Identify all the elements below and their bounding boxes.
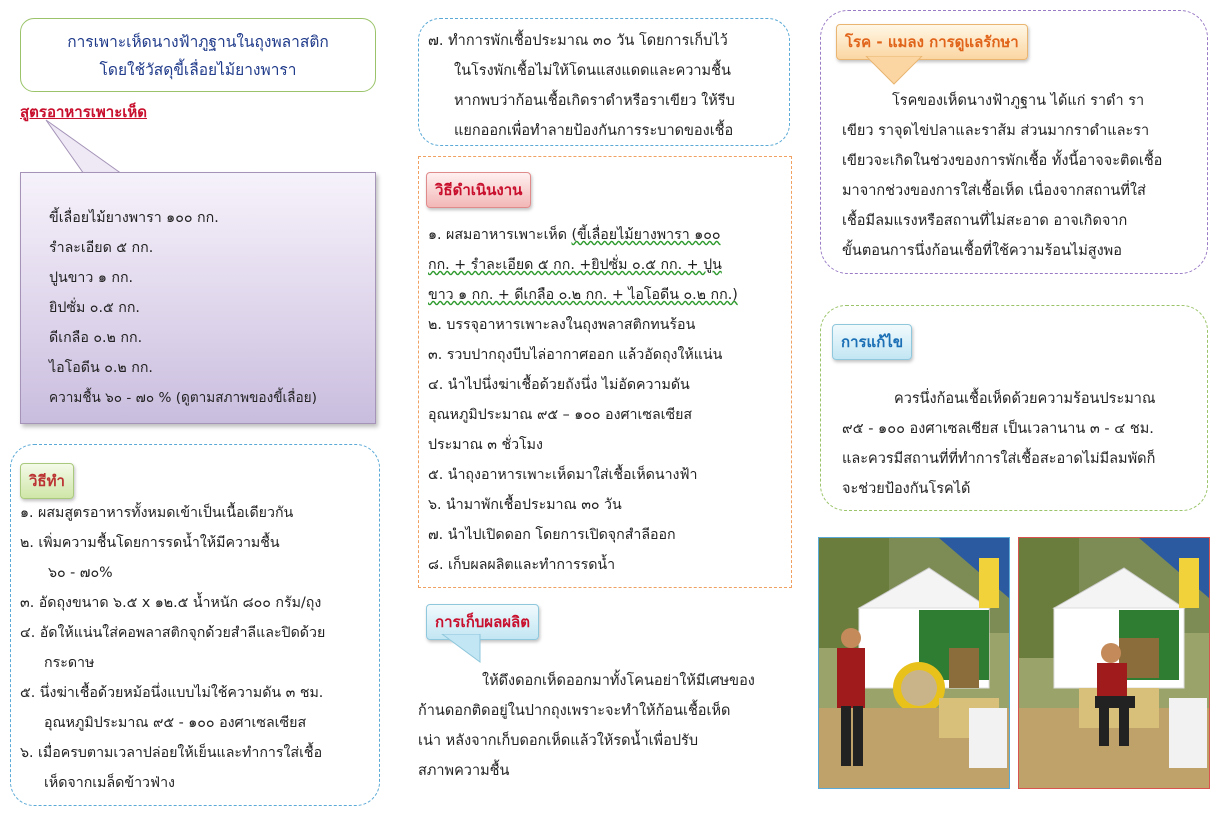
procedure-list (428, 220, 738, 580)
formula-item: ปูนขาว ๑ กก. (49, 270, 134, 286)
howto-list (20, 498, 325, 798)
disease-line: เชื้อมีลมแรงหรือสถานที่ไม่สะอาด อาจเกิดจาก (842, 213, 1128, 229)
step7-line: ในโรงพักเชื้อไม่ให้โดนแสงแดดและความชื้น (454, 63, 731, 79)
procedure-line2-ingredients: กก. + รำละเอียด ๕ กก. +ยิปซั่ม ๐.๕ กก. + ปูน (428, 257, 722, 273)
procedure-line: ๖. นำมาพักเชื้อประมาณ ๓๐ วัน (428, 497, 622, 513)
procedure-line: ๔. นำไปนึ่งฆ่าเชื้อด้วยถังนึ่ง ไม่อัดความดัน (428, 377, 690, 393)
procedure-line1-ingredients: (ขี้เลื่อยไม้ยางพารา ๑๐๐ (571, 227, 721, 243)
howto-line: ๒. เพิ่มความชื้นโดยการรดน้ำให้มีความชื้น (20, 535, 280, 551)
formula-item: ไอโอดีน ๐.๒ กก. (49, 360, 153, 376)
page-title-line1: การเพาะเห็ดนางฟ้าภูฐานในถุงพลาสติก (67, 33, 329, 51)
procedure-line: ๘. เก็บผลผลิตและทำการรดน้ำ (428, 557, 616, 573)
procedure-line (428, 220, 738, 250)
step7-text (428, 26, 735, 146)
harvest-callout-pointer (440, 634, 484, 664)
procedure-line: ๗. นำไปเปิดดอก โดยการเปิดจุกสำลีออก (428, 527, 676, 543)
photo-exhibit-sitting (1018, 537, 1210, 789)
disease-line: เขียว ราจุดไข่ปลาและราส้ม ส่วนมากราดำและรา (842, 123, 1150, 139)
photo-exhibit-sitting-image (1019, 538, 1209, 788)
procedure-line: ๕. นำถุงอาหารเพาะเห็ดมาใส่เชื้อเห็ดนางฟ้า (428, 467, 698, 483)
procedure-line: ประมาณ ๓ ชั่วโมง (428, 437, 543, 453)
fix-line: ควรนึ่งก้อนเชื้อเห็ดด้วยความร้อนประมาณ (894, 391, 1156, 407)
formula-item: ยิปซั่ม ๐.๕ กก. (49, 300, 140, 316)
harvest-line: ให้ดึงดอกเห็ดออกมาทั้งโคนอย่าให้มีเศษของ (482, 673, 755, 689)
step7-line: แยกออกเพื่อทำลายป้องกันการระบาดของเชื้อ (454, 123, 734, 139)
howto-line: ๓. อัดถุงขนาด ๖.๕ x ๑๒.๕ น้ำหนัก ๘๐๐ กรัม/ถุง (20, 595, 322, 611)
howto-line: ๖๐ - ๗๐% (48, 565, 113, 581)
fix-line: และควรมีสถานที่ที่ทำการใส่เชื้อสะอาดไม่มีลมพัดก็ (842, 451, 1156, 467)
harvest-heading: การเก็บผลผลิต (426, 604, 539, 640)
harvest-text (418, 666, 755, 786)
disease-line: โรคของเห็ดนางฟ้าภูฐาน ได้แก่ ราดำ รา (892, 93, 1145, 109)
disease-text (842, 86, 1162, 266)
procedure-heading: วิธีดำเนินงาน (426, 172, 531, 208)
photo-exhibit-standing (818, 537, 1010, 789)
harvest-line: ก้านดอกติดอยู่ในปากถุงเพราะจะทำให้ก้อนเชื้อเห็ด (418, 703, 731, 719)
fix-line: จะช่วยป้องกันโรคได้ (842, 481, 971, 497)
step7-line: หากพบว่าก้อนเชื้อเกิดราดำหรือราเขียว ให้รีบ (454, 93, 735, 109)
disease-line: เขียวจะเกิดในช่วงของการพักเชื้อ ทั้งนี้อาจจะติดเชื้อ (842, 153, 1163, 169)
disease-heading: โรค - แมลง การดูแลรักษา (836, 24, 1028, 60)
procedure-line: ๒. บรรจุอาหารเพาะลงในถุงพลาสติกทนร้อน (428, 317, 696, 333)
formula-box (20, 172, 376, 424)
howto-line: ๕. นึ่งฆ่าเชื้อด้วยหม้อนึ่งแบบไม่ใช้ความดัน ๓ ชม. (20, 685, 324, 701)
page-title-line2: โดยใช้วัสดุขี้เลื่อยไม้ยางพารา (99, 61, 297, 79)
harvest-line: เน่า หลังจากเก็บดอกเห็ดแล้วให้รดน้ำเพื่อปรับ (418, 733, 699, 749)
howto-line: อุณหภูมิประมาณ ๙๕ - ๑๐๐ องศาเซลเซียส (44, 715, 307, 731)
fix-heading: การแก้ไข (832, 324, 912, 360)
formula-heading: สูตรอาหารเพาะเห็ด (20, 103, 148, 121)
photo-exhibit-standing-image (819, 538, 1009, 788)
formula-item: ขี้เลื่อยไม้ยางพารา ๑๐๐ กก. (49, 210, 219, 226)
step7-line: ๗. ทำการพักเชื้อประมาณ ๓๐ วัน โดยการเก็บไว้ (428, 33, 728, 49)
formula-item: ความชื้น ๖๐ - ๗๐ % (ดูตามสภาพของขี้เลื่อย) (49, 390, 317, 406)
howto-line: เห็ดจากเมล็ดข้าวฟ่าง (44, 775, 175, 791)
harvest-line: สภาพความชื้น (418, 763, 510, 779)
procedure-line3-ingredients: ขาว ๑ กก. + ดีเกลือ ๐.๒ กก. + ไอโอดีน ๐.๒ กก.) (428, 287, 738, 303)
procedure-line: ๓. รวบปากถุงบีบไล่อากาศออก แล้วอัดถุงให้แน่น (428, 347, 723, 363)
disease-line: ขั้นตอนการนึ่งก้อนเชื้อที่ใช้ความร้อนไม่สูงพอ (842, 243, 1122, 259)
fix-line: ๙๕ - ๑๐๐ องศาเซลเซียส เป็นเวลานาน ๓ - ๔ ชม. (842, 421, 1154, 437)
procedure-line1-prefix: ๑. ผสมอาหารเพาะเห็ด (428, 227, 572, 243)
howto-line: ๖. เมื่อครบตามเวลาปล่อยให้เย็นและทำการใส่เชื้อ (20, 745, 323, 761)
howto-line: ๔. อัดให้แน่นใส่คอพลาสติกจุกด้วยสำลีและปิดด้วย (20, 625, 326, 641)
formula-item: ดีเกลือ ๐.๒ กก. (49, 330, 143, 346)
howto-line: กระดาษ (44, 655, 95, 671)
procedure-line (428, 280, 738, 310)
disease-line: มาจากช่วงของการใส่เชื้อเห็ด เนื่องจากสถานที่ใส่ (842, 183, 1146, 199)
procedure-line (428, 250, 738, 280)
fix-text (842, 384, 1155, 504)
formula-item: รำละเอียด ๕ กก. (49, 240, 154, 256)
procedure-line: อุณหภูมิประมาณ ๙๕ – ๑๐๐ องศาเซลเซียส (428, 407, 693, 423)
howto-line: ๑. ผสมสูตรอาหารทั้งหมดเข้าเป็นเนื้อเดียวกัน (20, 505, 294, 521)
page-title-box (20, 18, 376, 92)
formula-callout-pointer (44, 118, 134, 176)
howto-heading: วิธีทำ (20, 463, 74, 499)
disease-callout-pointer (864, 56, 924, 86)
